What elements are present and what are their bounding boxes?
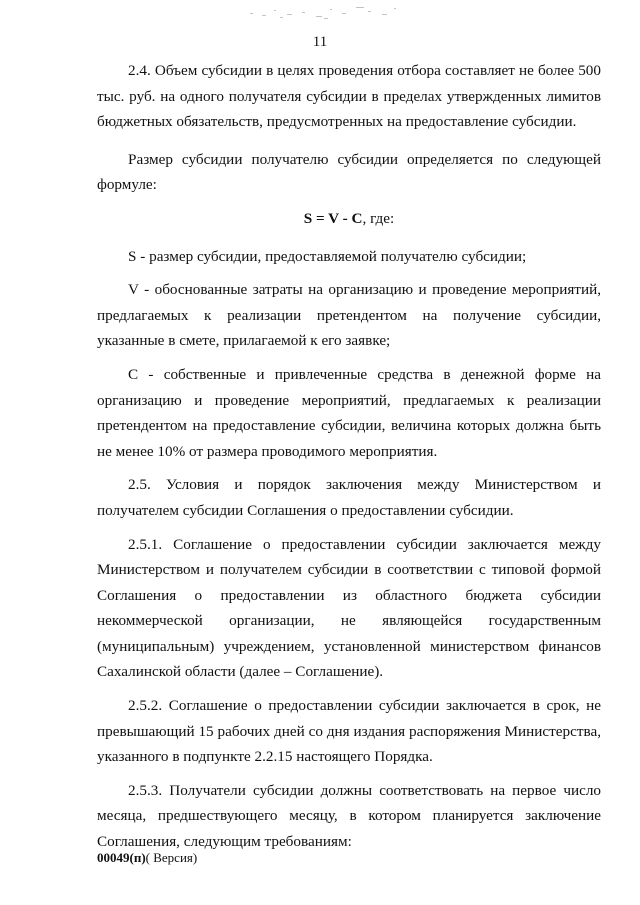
definition-v: V - обоснованные затраты на организацию и проведение мероприятий, предлагаемых к реализации претендентом на получение субсидии, указанные в смете, прилагаемой к его заявке; (97, 281, 601, 350)
scan-artifact (232, 4, 412, 20)
formula (97, 206, 601, 232)
formula-suffix: , где: (362, 209, 395, 227)
definition-s: S - размер субсидии, предоставляемой получателю субсидии; (128, 247, 527, 265)
paragraph-size-intro: Размер субсидии получателю субсидии определяется по следующей формуле: (97, 150, 601, 194)
formula-expression: S = V - C (303, 209, 363, 227)
footer-code: 00049(п) (97, 850, 146, 865)
footer-version: ( Версия) (145, 850, 198, 865)
paragraph-2-5-3: 2.5.3. Получатели субсидии должны соответствовать на первое число месяца, предшествующего месяцу, в котором планируется заключение Соглашения, следующим требованиям: (97, 781, 601, 851)
document-footer (97, 850, 197, 866)
paragraph-2-4: 2.4. Объем субсидии в целях проведения отбора составляет не более 500 тыс. руб. на одного получателя субсидии в пределах утвержденных лимитов бюджетных обязательств, предусмотренных на предоставление субсидии. (97, 62, 601, 131)
paragraph-2-5: 2.5. Условия и порядок заключения между Министерством и получателем субсидии Соглашения о предоставлении субсидии. (97, 476, 601, 519)
definition-c: С - собственные и привлеченные средства в денежной форме на организацию и проведение мероприятий, предлагаемых к реализации претендентом на предоставление субсидии, величина которых должна быть не менее 10% от размера проводимого мероприятия. (97, 365, 601, 460)
document-body (97, 58, 601, 855)
page-number: 11 (312, 34, 328, 50)
paragraph-2-5-2: 2.5.2. Соглашение о предоставлении субсидии заключается в срок, не превышающий 15 рабочих дней со дня издания распоряжения Министерства, указанного в подпункте 2.2.15 настоящего Порядка. (97, 697, 601, 766)
paragraph-2-5-1: 2.5.1. Соглашение о предоставлении субсидии заключается между Министерством и получателем субсидии в соответствии с типовой формой Соглашения о предоставлении из областного бюджета субсидии некоммерческой организации, не являющейся государственным (муниципальным) учреждением, установленной министерством финансов Сахалинской области (далее – Соглашение). (97, 535, 601, 681)
